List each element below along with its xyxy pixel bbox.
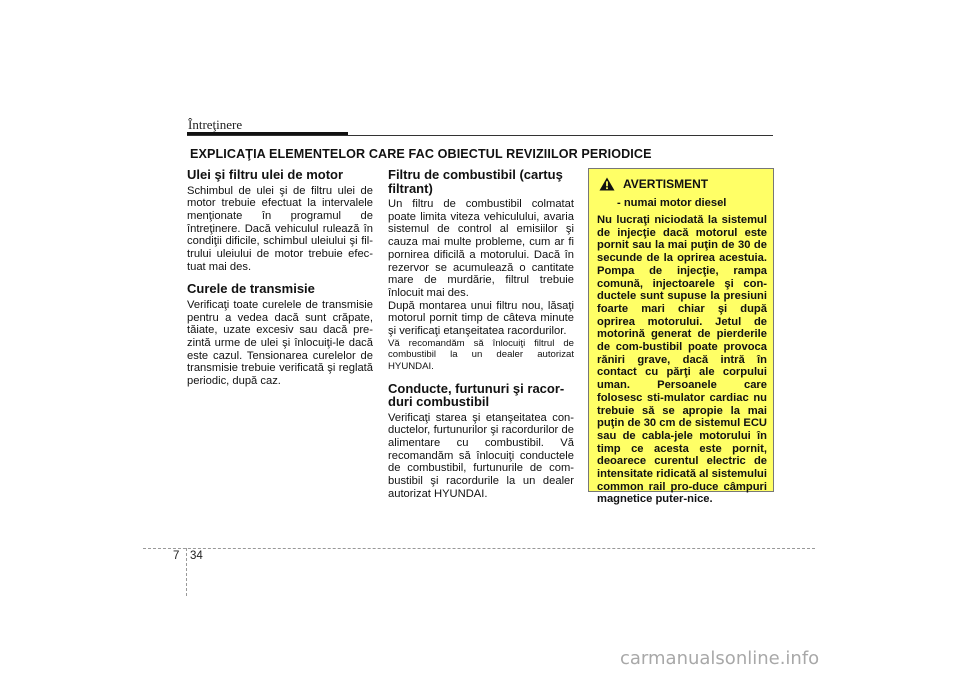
watermark: carmanualsonline.info [620, 648, 820, 669]
fuel-lines-heading: Conducte, furtunuri şi racor-duri combustibil [388, 380, 565, 410]
oil-heading: Ulei şi filtru ulei de motor [187, 167, 344, 182]
fuel-filter-text: Un filtru de combustibil colmatat poate limita viteza vehiculului, avaria sistemul de control al emisiilor şi cauza mai multe probleme, cum ar fi pornirea dificilă a motorului. Dacă în rezervor se acumulează o cantitate mare de murdărie, filtrul trebuie înlocuit mai des. [388, 198, 574, 299]
column-middle [388, 168, 574, 500]
warning-box [588, 168, 774, 506]
footer-rule [143, 548, 815, 549]
warning-title: AVERTISMENT [623, 177, 709, 191]
header-title: Întreţinere [188, 117, 243, 132]
column-left [187, 168, 373, 388]
oil-text: Schimbul de ulei şi de filtru ulei de motor trebuie efectuat la intervalele menţionate în programul de întreţinere. Dacă vehiculul rulează în condiţii dificile, schimbul uleiului şi fil-trului uleiului de motor trebuie efec-tuat mai des. [187, 184, 373, 273]
warning-header [599, 177, 767, 191]
section-title: EXPLICAŢIA ELEMENTELOR CARE FAC OBIECTUL REVIZIILOR PERIODICE [190, 147, 652, 161]
page-number: 34 [190, 550, 203, 562]
footer-divider [186, 548, 187, 596]
chapter-number: 7 [173, 550, 180, 562]
fuel-filter-heading: Filtru de combustibil (cartuş filtrant) [388, 167, 563, 196]
warning-body: Nu lucraţi niciodată la sistemul de injecţie dacă motorul este pornit sau la mai puţin de 30 de secunde de la oprirea acestuia. Pompa de injecţie, rampa comună, injectoarele şi con-ductele sunt supuse la presiuni foarte mari chiar şi după oprirea motorului. Jetul de motorină generat de pierderile de com-bustibil poate provoca răniri grave, dacă intră în contact cu părţi ale corpului uman. Persoanele care folosesc sti-mulator cardiac nu trebuie să se apropie la mai puţin de 30 cm de sistemul ECU sau de cabla-jele motorului în timp ce acesta este pornit, deoarece curentul electric de intensitate ridicată al sistemului common rail pro-duce câmpuri magnetice puter-nice. [597, 214, 767, 506]
fuel-filter-text2: După montarea unui filtru nou, lăsaţi motorul pornit timp de câteva minute şi verificaţi etanşeitatea racordurilor. [388, 299, 574, 338]
warning-triangle-icon [599, 177, 615, 191]
fuel-lines-text: Verificaţi starea şi etanşeitatea con-ductelor, furtunurilor şi racordurilor de alimentare cu combustibil. Vă recomandăm să înlocuiţi conductele de combustibil, furtunurile de com-bustibil şi racordurile la un dealer autorizat HYUNDAI. [388, 411, 574, 500]
fuel-filter-note: Vă recomandăm să înlocuiţi filtrul de combustibil la un dealer autorizat HYUNDAI. [388, 337, 574, 372]
belts-text: Verificaţi toate curelele de transmisie pentru a vedea dacă sunt crăpate, tăiate, uzate excesiv sau dacă pre-zintă urme de ulei şi înlocuiţi-le dacă este cazul. Tensionarea curelelor de transmisie trebuie verificată şi reglată periodic, după caz. [187, 298, 373, 388]
warning-subtitle: - numai motor diesel [617, 197, 727, 209]
belts-heading: Curele de transmisie [187, 281, 315, 297]
header-rule [187, 135, 773, 136]
